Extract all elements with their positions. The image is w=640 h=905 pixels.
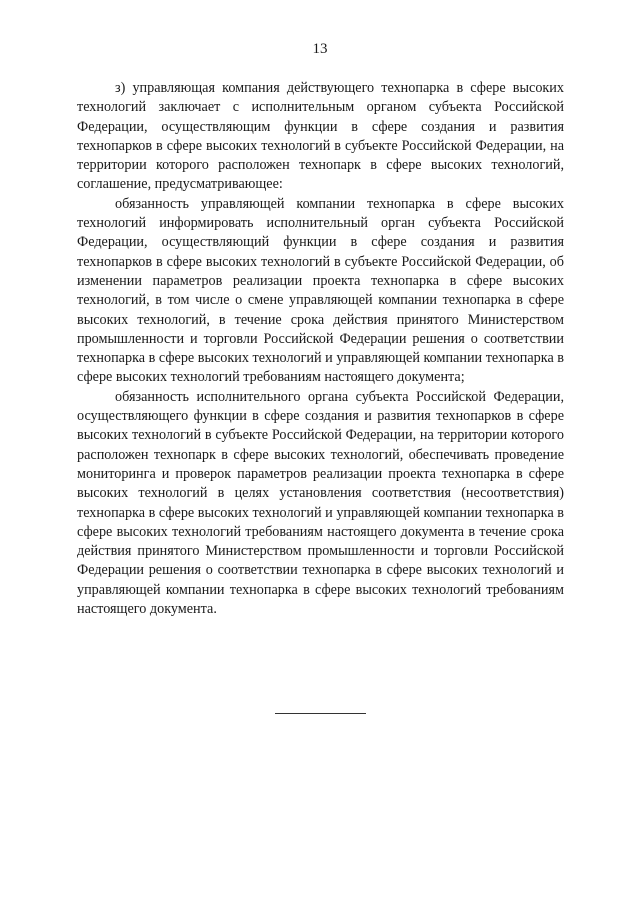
paragraph-obligation-executive-body: обязанность исполнительного органа субъекта Российской Федерации, осуществляющего функции в сфере создания и развития технопарков в сфере высоких технологий в субъекте Российской Федерации, на территории которого расположен технопарк в сфере высоких технологий, обеспечивать проведение мониторинга и проверок параметров реализации проекта технопарка в сфере высоких технологий в целях установления соответствия (несоответствия) технопарка в сфере высоких технологий и управляющей компании технопарка в сфере высоких технологий требованиям настоящего документа в течение срока действия принятого Министерством промышленности и торговли Российской Федерации решения о соответствии технопарка в сфере высоких технологий и управляющей компании технопарка в сфере высоких технологий требованиям настоящего документа.: [77, 388, 564, 618]
paragraph-obligation-management-company: обязанность управляющей компании технопарка в сфере высоких технологий информировать исполнительный орган субъекта Российской Федерации, осуществляющий функции в сфере создания и развития технопарков в сфере высоких технологий в субъекте Российской Федерации, об изменении параметров реализации проекта технопарка в сфере высоких технологий, в том числе о смене управляющей компании технопарка в сфере высоких технологий, в течение срока действия принятого Министерством промышленности и торговли Российской Федерации решения о соответствии технопарка в сфере высоких технологий и управляющей компании технопарка в сфере высоких технологий требованиям настоящего документа;: [77, 195, 564, 386]
document-end-line: [275, 713, 366, 714]
document-body: [77, 79, 564, 619]
page-number: 13: [312, 41, 328, 57]
paragraph-item-z: з) управляющая компания действующего технопарка в сфере высоких технологий заключает с исполнительным органом субъекта Российской Федерации, осуществляющим функции в сфере создания и развития технопарков в сфере высоких технологий в субъекте Российской Федерации, на территории которого расположен технопарк в сфере высоких технологий, соглашение, предусматривающее:: [77, 80, 564, 193]
